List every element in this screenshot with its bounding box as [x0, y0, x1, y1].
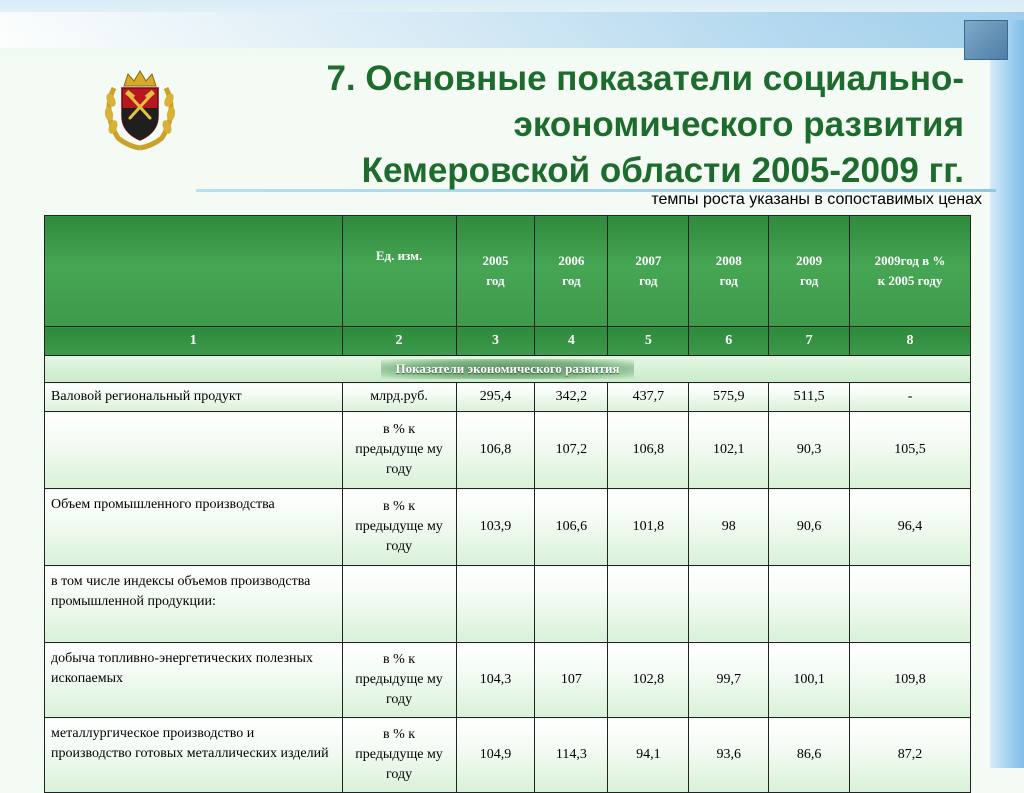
- column-number: 1: [45, 327, 343, 356]
- value-cell: 106,8: [608, 412, 689, 489]
- value-cell: [535, 566, 608, 643]
- value-cell: 105,5: [850, 412, 971, 489]
- decor-right-strip: [990, 20, 1024, 768]
- value-cell: 106,6: [535, 489, 608, 566]
- column-number: 5: [608, 327, 689, 356]
- value-cell: 107,2: [535, 412, 608, 489]
- slide-title: [184, 56, 964, 194]
- value-cell: [689, 566, 769, 643]
- header-year-suffix: год: [799, 273, 819, 288]
- table-header-row: [45, 216, 971, 327]
- table-row: [45, 489, 971, 566]
- section-header-row: [45, 356, 971, 383]
- value-cell: [769, 566, 850, 643]
- value-cell: 102,1: [689, 412, 769, 489]
- value-cell: 102,8: [608, 643, 689, 718]
- section-header-cell: [45, 356, 971, 383]
- value-cell: 104,9: [456, 718, 535, 793]
- value-cell: 114,3: [535, 718, 608, 793]
- column-number: 2: [342, 327, 456, 356]
- value-cell: 437,7: [608, 383, 689, 412]
- header-year-suffix: год: [486, 273, 505, 288]
- value-cell: 101,8: [608, 489, 689, 566]
- header-year-2009: [769, 216, 850, 327]
- column-number: 8: [850, 327, 971, 356]
- value-cell: 511,5: [769, 383, 850, 412]
- value-cell: 103,9: [456, 489, 535, 566]
- indicator-name: добыча топливно-энергетических полезных ископаемых: [45, 643, 343, 718]
- value-cell: 93,6: [689, 718, 769, 793]
- value-cell: 94,1: [608, 718, 689, 793]
- header-year-suffix: год: [639, 273, 658, 288]
- header-year-label: 2008: [715, 253, 742, 268]
- coat-of-arms-emblem-icon: [98, 68, 182, 152]
- header-year-2005: [456, 216, 535, 327]
- value-cell: -: [850, 383, 971, 412]
- value-cell: 90,6: [769, 489, 850, 566]
- value-cell: 575,9: [689, 383, 769, 412]
- section-title: Показатели экономического развития: [381, 359, 633, 379]
- decor-corner-square: [964, 20, 1008, 60]
- value-cell: 107: [535, 643, 608, 718]
- indicator-name: металлургическое производство и производство готовых металлических изделий: [45, 718, 343, 793]
- column-number: 7: [769, 327, 850, 356]
- header-year-suffix: к 2005 году: [877, 273, 943, 288]
- title-line-1: 7. Основные показатели социально-: [326, 59, 964, 98]
- header-indicator-cell: [45, 216, 343, 327]
- header-year-label: 2009: [796, 253, 823, 268]
- indicator-name: [45, 412, 343, 489]
- value-cell: [850, 566, 971, 643]
- value-cell: 99,7: [689, 643, 769, 718]
- table-row: [45, 718, 971, 793]
- header-year-label: 2006: [558, 253, 585, 268]
- indicator-name: Объем промышленного производства: [45, 489, 343, 566]
- slide-subtitle: темпы роста указаны в сопоставимых ценах: [651, 191, 982, 208]
- indicator-name: в том числе индексы объемов производства промышленной продукции:: [45, 566, 343, 643]
- value-cell: 106,8: [456, 412, 535, 489]
- value-cell: 86,6: [769, 718, 850, 793]
- title-line-2: экономического развития: [513, 105, 964, 144]
- table-row: [45, 383, 971, 412]
- unit-cell: в % к предыдуще му году: [342, 643, 456, 718]
- table-row: [45, 566, 971, 643]
- header-year-suffix: год: [719, 273, 738, 288]
- column-number: 6: [689, 327, 769, 356]
- indicators-table: [44, 215, 971, 793]
- header-year-suffix: год: [562, 273, 581, 288]
- header-year-2007: [608, 216, 689, 327]
- value-cell: 342,2: [535, 383, 608, 412]
- value-cell: 98: [689, 489, 769, 566]
- column-number-row: [45, 327, 971, 356]
- unit-cell: в % к предыдуще му году: [342, 412, 456, 489]
- column-number: 3: [456, 327, 535, 356]
- value-cell: 96,4: [850, 489, 971, 566]
- unit-cell: в % к предыдуще му году: [342, 489, 456, 566]
- value-cell: 295,4: [456, 383, 535, 412]
- header-year-2006: [535, 216, 608, 327]
- background-band: [0, 12, 1024, 48]
- unit-cell: в % к предыдуще му году: [342, 718, 456, 793]
- unit-cell: млрд.руб.: [342, 383, 456, 412]
- value-cell: 109,8: [850, 643, 971, 718]
- value-cell: [608, 566, 689, 643]
- table-row: [45, 412, 971, 489]
- header-year-label: 2009год в %: [874, 253, 946, 268]
- value-cell: 100,1: [769, 643, 850, 718]
- header-year-2008: [689, 216, 769, 327]
- header-year-label: 2005: [482, 253, 509, 268]
- header-2009-vs-2005: [850, 216, 971, 327]
- value-cell: 87,2: [850, 718, 971, 793]
- indicator-name: Валовой региональный продукт: [45, 383, 343, 412]
- value-cell: 90,3: [769, 412, 850, 489]
- header-unit-cell: Ед. изм.: [342, 216, 456, 327]
- header-year-label: 2007: [635, 253, 662, 268]
- value-cell: 104,3: [456, 643, 535, 718]
- unit-cell: [342, 566, 456, 643]
- table-row: [45, 643, 971, 718]
- title-line-3: Кемеровской области 2005-2009 гг.: [361, 151, 964, 190]
- value-cell: [456, 566, 535, 643]
- column-number: 4: [535, 327, 608, 356]
